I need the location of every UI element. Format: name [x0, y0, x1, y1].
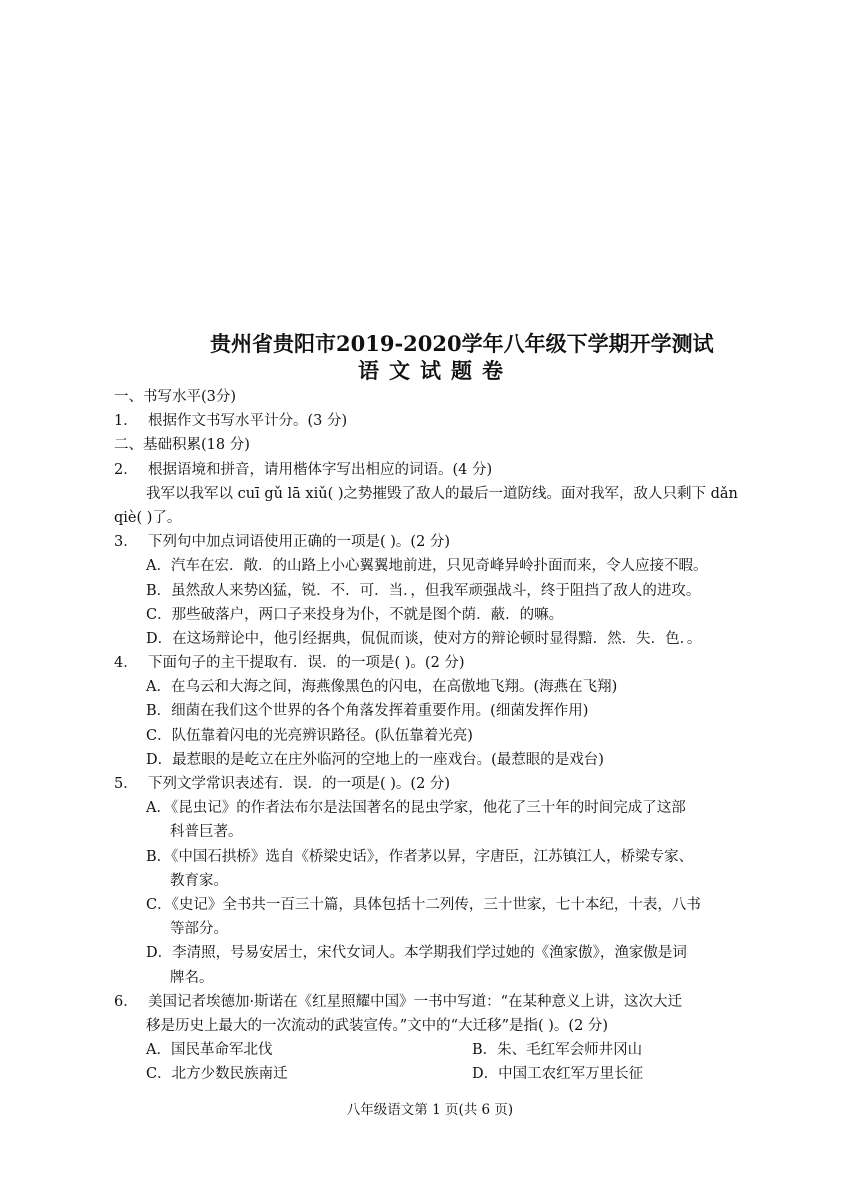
line-text: 下面句子的主干提取有．误．的一项是( )。(2 分): [148, 655, 465, 672]
text-line: [0, 409, 860, 433]
text-line: [0, 941, 860, 965]
text-line: [0, 990, 860, 1014]
line-text: 一、书写水平(3分): [114, 389, 237, 405]
line-text: A．国民革命军北伐: [146, 1042, 273, 1059]
title-block: [0, 330, 860, 384]
text-line: [0, 893, 860, 917]
text-line: [0, 385, 860, 409]
page-subtitle: 语文试题卷: [358, 358, 513, 383]
line-text: B．《中国石拱桥》选自《桥梁史话》，作者茅以昇，字唐臣，江苏镇江人，桥梁专家、: [146, 848, 694, 865]
text-line: [0, 845, 860, 869]
question-number: 2．: [114, 461, 138, 478]
page-title: 贵州省贵阳市2019-2020学年八年级下学期开学测试: [210, 331, 714, 356]
line-text: C．那些破落户，两口子来投身为仆，不就是图个荫．蔽．的嘛。: [146, 606, 564, 623]
option-right-column: B．朱、毛红军会师井冈山: [472, 1042, 643, 1059]
text-line: [0, 772, 860, 796]
text-line: [0, 699, 860, 723]
line-text: D．在这场辩论中，他引经据典，侃侃而谈，使对方的辩论顿时显得黯．然．失．色．。: [146, 630, 702, 647]
question-number: 4．: [114, 655, 138, 672]
text-line: [0, 917, 860, 941]
text-line: [0, 482, 860, 506]
question-number: 5．: [114, 776, 138, 792]
text-line: [0, 820, 860, 844]
text-line: [0, 724, 860, 748]
line-text: 二、基础积累(18 分): [114, 437, 250, 454]
line-text: B．细菌在我们这个世界的各个角落发挥着重要作用。(细菌发挥作用): [146, 703, 589, 720]
question-number: 1．: [114, 413, 138, 430]
page-footer: 八年级语文第 1 页(共 6 页): [346, 1102, 514, 1118]
text-line: [0, 1062, 860, 1086]
text-line: [0, 554, 860, 578]
exam-body: [0, 385, 860, 1086]
line-text: C．北方少数民族南迁: [146, 1066, 288, 1083]
text-line: [0, 506, 860, 530]
text-line: [0, 1014, 860, 1038]
line-text: 教育家。: [170, 872, 228, 889]
line-text: 下列句中加点词语使用正确的一项是( )。(2 分): [148, 534, 451, 551]
line-text: 美国记者埃德加·斯诺在《红星照耀中国》一书中写道：“在某种意义上讲，这次大迁: [148, 993, 683, 1010]
line-text: 移是历史上最大的一次流动的武装宣传。”文中的“大迁移”是指( )。(2 分): [146, 1017, 609, 1034]
line-text: C．队伍靠着闪电的光亮辨识路径。(队伍靠着光亮): [146, 727, 473, 744]
line-text: C．《史记》全书共一百三十篇，具体包括十二列传，三十世家，七十本纪，十表，八书: [146, 896, 701, 913]
text-line: [0, 433, 860, 457]
text-line: [0, 530, 860, 554]
line-text: D．最惹眼的是屹立在庄外临河的空地上的一座戏台。(最惹眼的是戏台): [146, 751, 604, 768]
line-text: 等部分。: [170, 921, 228, 938]
text-line: [0, 966, 860, 990]
line-text: A．在乌云和大海之间，海燕像黑色的闪电，在高傲地飞翔。(海燕在飞翔): [146, 679, 618, 696]
line-text: 牌名。: [170, 969, 214, 986]
text-line: [0, 579, 860, 603]
question-number: 6．: [114, 993, 138, 1010]
text-line: [0, 675, 860, 699]
line-text: 根据语境和拼音，请用楷体字写出相应的词语。(4 分): [148, 461, 493, 478]
line-text: 我军以我军以 cuī gǔ lā xiǔ( )之势摧毁了敌人的最后一道防线。面对我军，敌人只剩下 dǎn: [146, 485, 738, 502]
text-line: [0, 796, 860, 820]
line-text: 科普巨著。: [170, 824, 243, 841]
question-number: 3．: [114, 534, 138, 551]
text-line: [0, 869, 860, 893]
line-text: 下列文学常识表述有．误．的一项是( )。(2 分): [148, 776, 451, 792]
line-text: 根据作文书写水平计分。(3 分): [148, 413, 348, 430]
line-text: A．《昆虫记》的作者法布尔是法国著名的昆虫学家，他花了三十年的时间完成了这部: [146, 800, 686, 817]
line-text: qiè( )了。: [114, 509, 182, 526]
line-text: B．虽然敌人来势凶猛，锐．不．可．当．，但我军顽强战斗，终于阻挡了敌人的进攻。: [146, 582, 701, 599]
text-line: [0, 627, 860, 651]
text-line: [0, 603, 860, 627]
text-line: [0, 651, 860, 675]
text-line: [0, 1038, 860, 1062]
line-text: A．汽车在宏．敞．的山路上小心翼翼地前进，只见奇峰异岭扑面而来，令人应接不暇。: [146, 558, 708, 575]
text-line: [0, 458, 860, 482]
option-right-column: D．中国工农红军万里长征: [472, 1066, 644, 1083]
line-text: D．李清照，号易安居士，宋代女词人。本学期我们学过她的《渔家傲》，渔家傲是词: [146, 945, 687, 962]
text-line: [0, 748, 860, 772]
